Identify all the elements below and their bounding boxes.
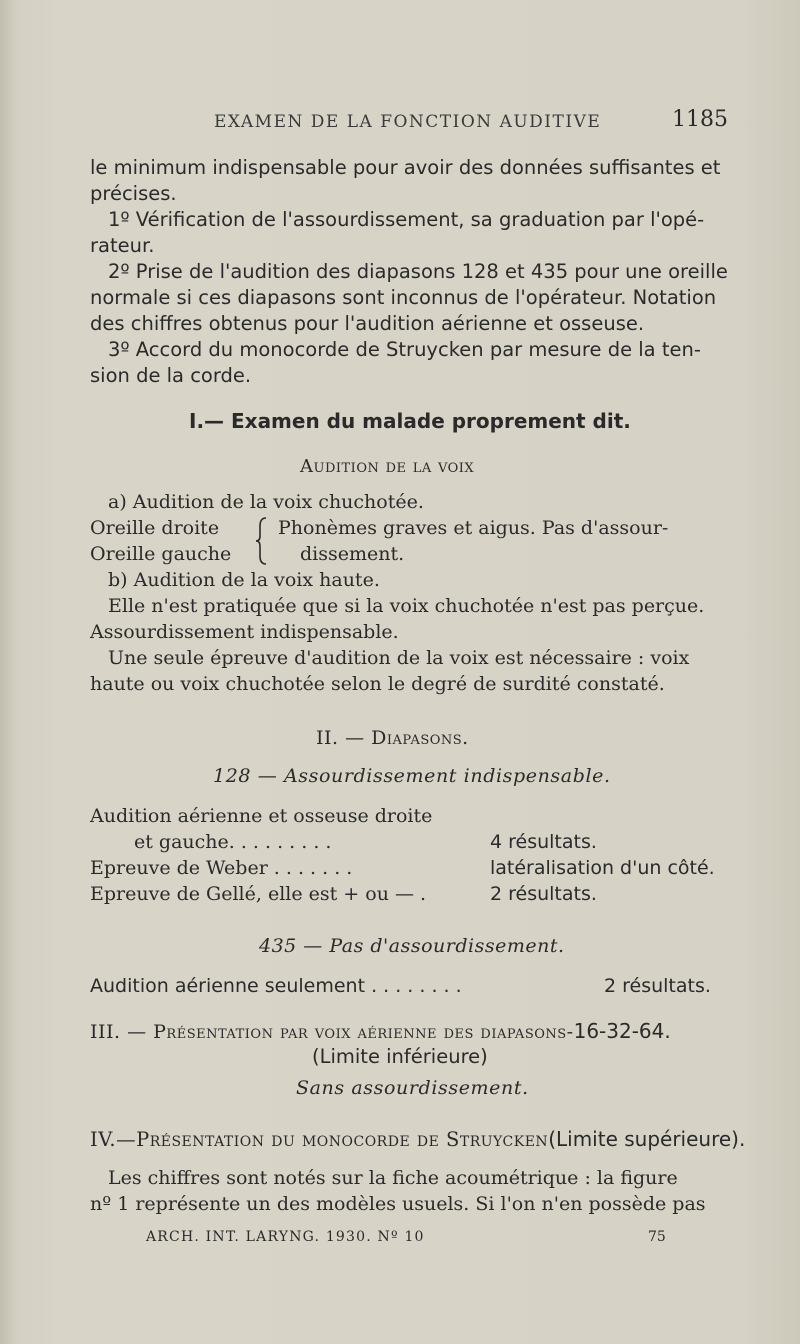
row-air-only-value: 2 résultats. [604, 975, 711, 997]
ear-result-line-2: dissement. [300, 543, 405, 565]
row-weber-label: Epreuve de Weber . . . . . . . [90, 857, 353, 879]
p1-line-2: rateur. [90, 234, 155, 257]
tuning-435-subheading: 435 — Pas d'assourdissement. [259, 935, 565, 957]
p2-line-3: des chiffres obtenus pour l'audition aérienne et osseuse. [90, 312, 645, 335]
loud-voice-line-2: Assourdissement indispensable. [90, 621, 399, 643]
section-2-heading: II. — Diapasons. [316, 727, 469, 749]
p2-line-2: normale si ces diapasons sont inconnus de l'opérateur. Notation [90, 286, 717, 309]
p3-line-1: 3º Accord du monocorde de Struycken par mesure de la ten- [108, 338, 701, 361]
tuning-128-subheading: 128 — Assourdissement indispensable. [213, 765, 611, 787]
brace-icon [254, 516, 272, 566]
section-3-heading [90, 1019, 671, 1043]
loud-voice-line-1: Elle n'est pratiquée que si la voix chuchotée n'est pas perçue. [108, 595, 705, 617]
loud-voice-label: b) Audition de la voix haute. [108, 569, 380, 591]
section-3-heading-text: III. — Présentation par voix aérienne des diapasons- [90, 1021, 574, 1043]
row-gelle-value: 2 résultats. [490, 883, 597, 905]
loud-voice-line-4: haute ou voix chuchotée selon le degré de surdité constaté. [90, 673, 665, 695]
final-line-1: Les chiffres sont notés sur la fiche acoumétrique : la figure [108, 1167, 678, 1189]
final-line-2: nº 1 représente un des modèles usuels. Si l'on n'en possède pas [90, 1193, 706, 1215]
p3-line-2: sion de la corde. [90, 364, 252, 387]
intro-line-1: le minimum indispensable pour avoir des données suffisantes et [90, 156, 721, 179]
loud-voice-line-3: Une seule épreuve d'audition de la voix est nécessaire : voix [108, 647, 690, 669]
intro-line-2: précises. [90, 182, 177, 205]
no-deafening-label: Sans assourdissement. [296, 1077, 529, 1099]
section-1-heading: I.— Examen du malade proprement dit. [189, 409, 631, 433]
running-title: EXAMEN DE LA FONCTION AUDITIVE [214, 112, 602, 132]
page-number: 1185 [672, 107, 728, 132]
p2-line-1: 2º Prise de l'audition des diapasons 128 et 435 pour une oreille [108, 260, 728, 283]
p1-line-1: 1º Vérification de l'assourdissement, sa graduation par l'opé- [108, 208, 705, 231]
lower-limit-label: (Limite inférieure) [312, 1045, 488, 1068]
signature-number: 75 [648, 1229, 666, 1245]
row-air-bone-label-a: Audition aérienne et osseuse droite [90, 805, 433, 827]
row-air-bone-label-b: et gauche. . . . . . . . . [134, 831, 332, 853]
row-air-bone-value: 4 résultats. [490, 831, 597, 853]
section-4-heading [90, 1127, 745, 1151]
left-ear-label: Oreille gauche [90, 543, 232, 565]
ear-result-line-1: Phonèmes graves et aigus. Pas d'assour- [278, 517, 669, 539]
journal-footer: ARCH. INT. LARYNG. 1930. Nº 10 [146, 1229, 425, 1245]
section-4-heading-suffix: (Limite supérieure). [548, 1127, 746, 1151]
row-gelle-label: Epreuve de Gellé, elle est + ou — . [90, 883, 427, 905]
row-air-only-label: Audition aérienne seulement . . . . . . . . [90, 975, 462, 997]
section-3-heading-numbers: 16-32-64. [573, 1019, 671, 1043]
row-weber-value: latéralisation d'un côté. [490, 857, 715, 879]
whisper-label: a) Audition de la voix chuchotée. [108, 491, 424, 513]
section-4-heading-text: IV.—Présentation du monocorde de Struycken [90, 1128, 549, 1151]
section-1-subheading: Audition de la voix [300, 456, 475, 477]
right-ear-label: Oreille droite [90, 517, 220, 539]
